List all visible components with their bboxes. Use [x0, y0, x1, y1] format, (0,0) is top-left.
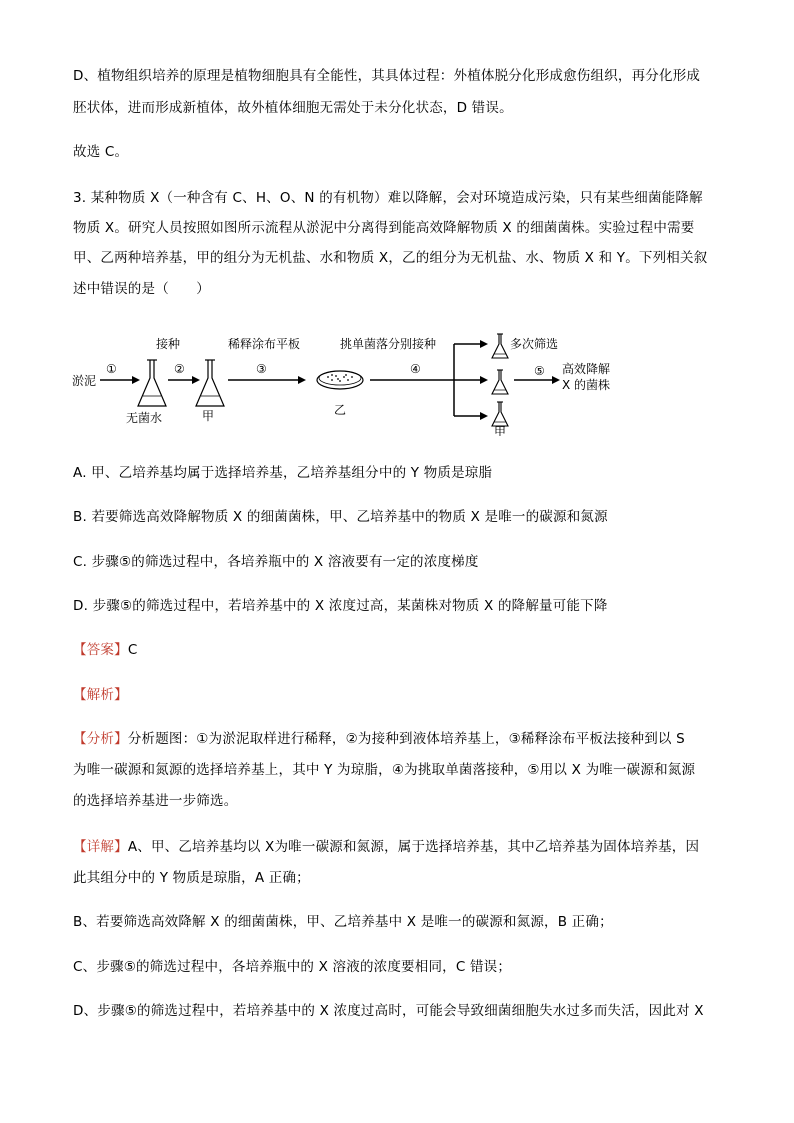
jia-label: 甲: [202, 409, 215, 423]
step2-label: ②: [174, 362, 185, 376]
option-c: C. 步骤⑤的筛选过程中，各培养瓶中的 X 溶液要有一定的浓度梯度: [73, 554, 479, 570]
question-3-line: 甲、乙两种培养基，甲的组分为无机盐、水和物质 X，乙的组分为无机盐、水、物质 X 和 Y。下列相关叙: [73, 250, 708, 266]
result-label: 高效降解: [562, 362, 611, 376]
petri-dish-icon: [317, 371, 363, 389]
option-a: A. 甲、乙培养基均属于选择培养基，乙培养基组分中的 Y 物质是琼脂: [73, 465, 493, 481]
xiangjie-text: A、甲、乙培养基均以 X为唯一碳源和氮源，属于选择培养基，其中乙培养基为固体培养基，因: [127, 839, 700, 855]
flask-icon: [138, 360, 166, 406]
option-d: D. 步骤⑤的筛选过程中，若培养基中的 X 浓度过高，某菌株对物质 X 的降解量可能下降: [73, 598, 608, 614]
flask-icon: [492, 334, 508, 358]
pick-label: 挑单菌落分别接种: [340, 337, 437, 351]
xiangjie-line: C、步骤⑤的筛选过程中，各培养瓶中的 X 溶液的浓度要相同，C 错误；: [73, 959, 512, 975]
jia-label: 甲: [494, 425, 507, 436]
option-b: B. 若要筛选高效降解物质 X 的细菌菌株，甲、乙培养基中的物质 X 是唯一的碳源和氮源: [73, 509, 608, 525]
question-3-line: 物质 X。研究人员按照如图所示流程从淤泥中分离得到能高效降解物质 X 的细菌菌株。实验过程中需要: [73, 220, 695, 236]
xiangjie-line: D、步骤⑤的筛选过程中，若培养基中的 X 浓度过高时，可能会导致细菌细胞失水过多而失活，因此对 X: [73, 1003, 704, 1019]
flask-icon: [492, 402, 508, 426]
analysis-heading: [73, 685, 128, 705]
sterile-water-label: 无菌水: [126, 411, 163, 425]
xiangjie-line: [73, 837, 699, 857]
answer-tag: 【答案】: [73, 642, 128, 658]
xiangjie-tag: 【详解】: [73, 839, 128, 855]
text-line: 故选 C。: [73, 144, 129, 160]
fenxi-tag: 【分析】: [73, 731, 128, 747]
fenxi-line: 的选择培养基进一步筛选。: [73, 793, 238, 809]
step5-label: ⑤: [534, 364, 545, 378]
answer-value: C: [127, 642, 138, 658]
question-3-line: 述中错误的是（ ）: [73, 281, 210, 297]
text-line: 胚状体，进而形成新植体，故外植体细胞无需处于未分化状态，D 错误。: [73, 100, 513, 116]
answer-line: [73, 640, 137, 660]
analysis-tag: 【解析】: [73, 687, 128, 703]
flow-diagram: [70, 326, 630, 436]
mud-label: 淤泥: [72, 374, 97, 388]
flask-icon: [196, 360, 224, 406]
fenxi-text: 分析题图：①为淤泥取样进行稀释，②为接种到液体培养基上，③稀释涂布平板法接种到以 S: [127, 731, 685, 747]
xiangjie-line: 此其组分中的 Y 物质是琼脂，A 正确；: [73, 870, 310, 886]
fenxi-line: 为唯一碳源和氮源的选择培养基上，其中 Y 为琼脂，④为挑取单菌落接种，⑤用以 X 为唯一碳源和氮源: [73, 762, 696, 778]
step4-label: ④: [410, 362, 421, 376]
multi-screen-label: 多次筛选: [510, 337, 559, 351]
step1-label: ①: [106, 362, 117, 376]
step3-label: ③: [256, 362, 267, 376]
question-3-line: 3. 某种物质 X（一种含有 C、H、O、N 的有机物）难以降解，会对环境造成污染，只有某些细菌能降解: [73, 190, 703, 206]
inoculate-label: 接种: [156, 337, 181, 351]
xiangjie-line: B、若要筛选高效降解 X 的细菌菌株，甲、乙培养基中 X 是唯一的碳源和氮源，B 正确；: [73, 914, 613, 930]
fenxi-line: [73, 729, 685, 749]
dilute-label: 稀释涂布平板: [228, 337, 301, 351]
flask-icon: [492, 370, 508, 394]
result-label: X 的菌株: [562, 378, 611, 392]
text-line: D、植物组织培养的原理是植物细胞具有全能性，其具体过程：外植体脱分化形成愈伤组织，再分化形成: [73, 68, 701, 84]
yi-label: 乙: [334, 403, 347, 417]
